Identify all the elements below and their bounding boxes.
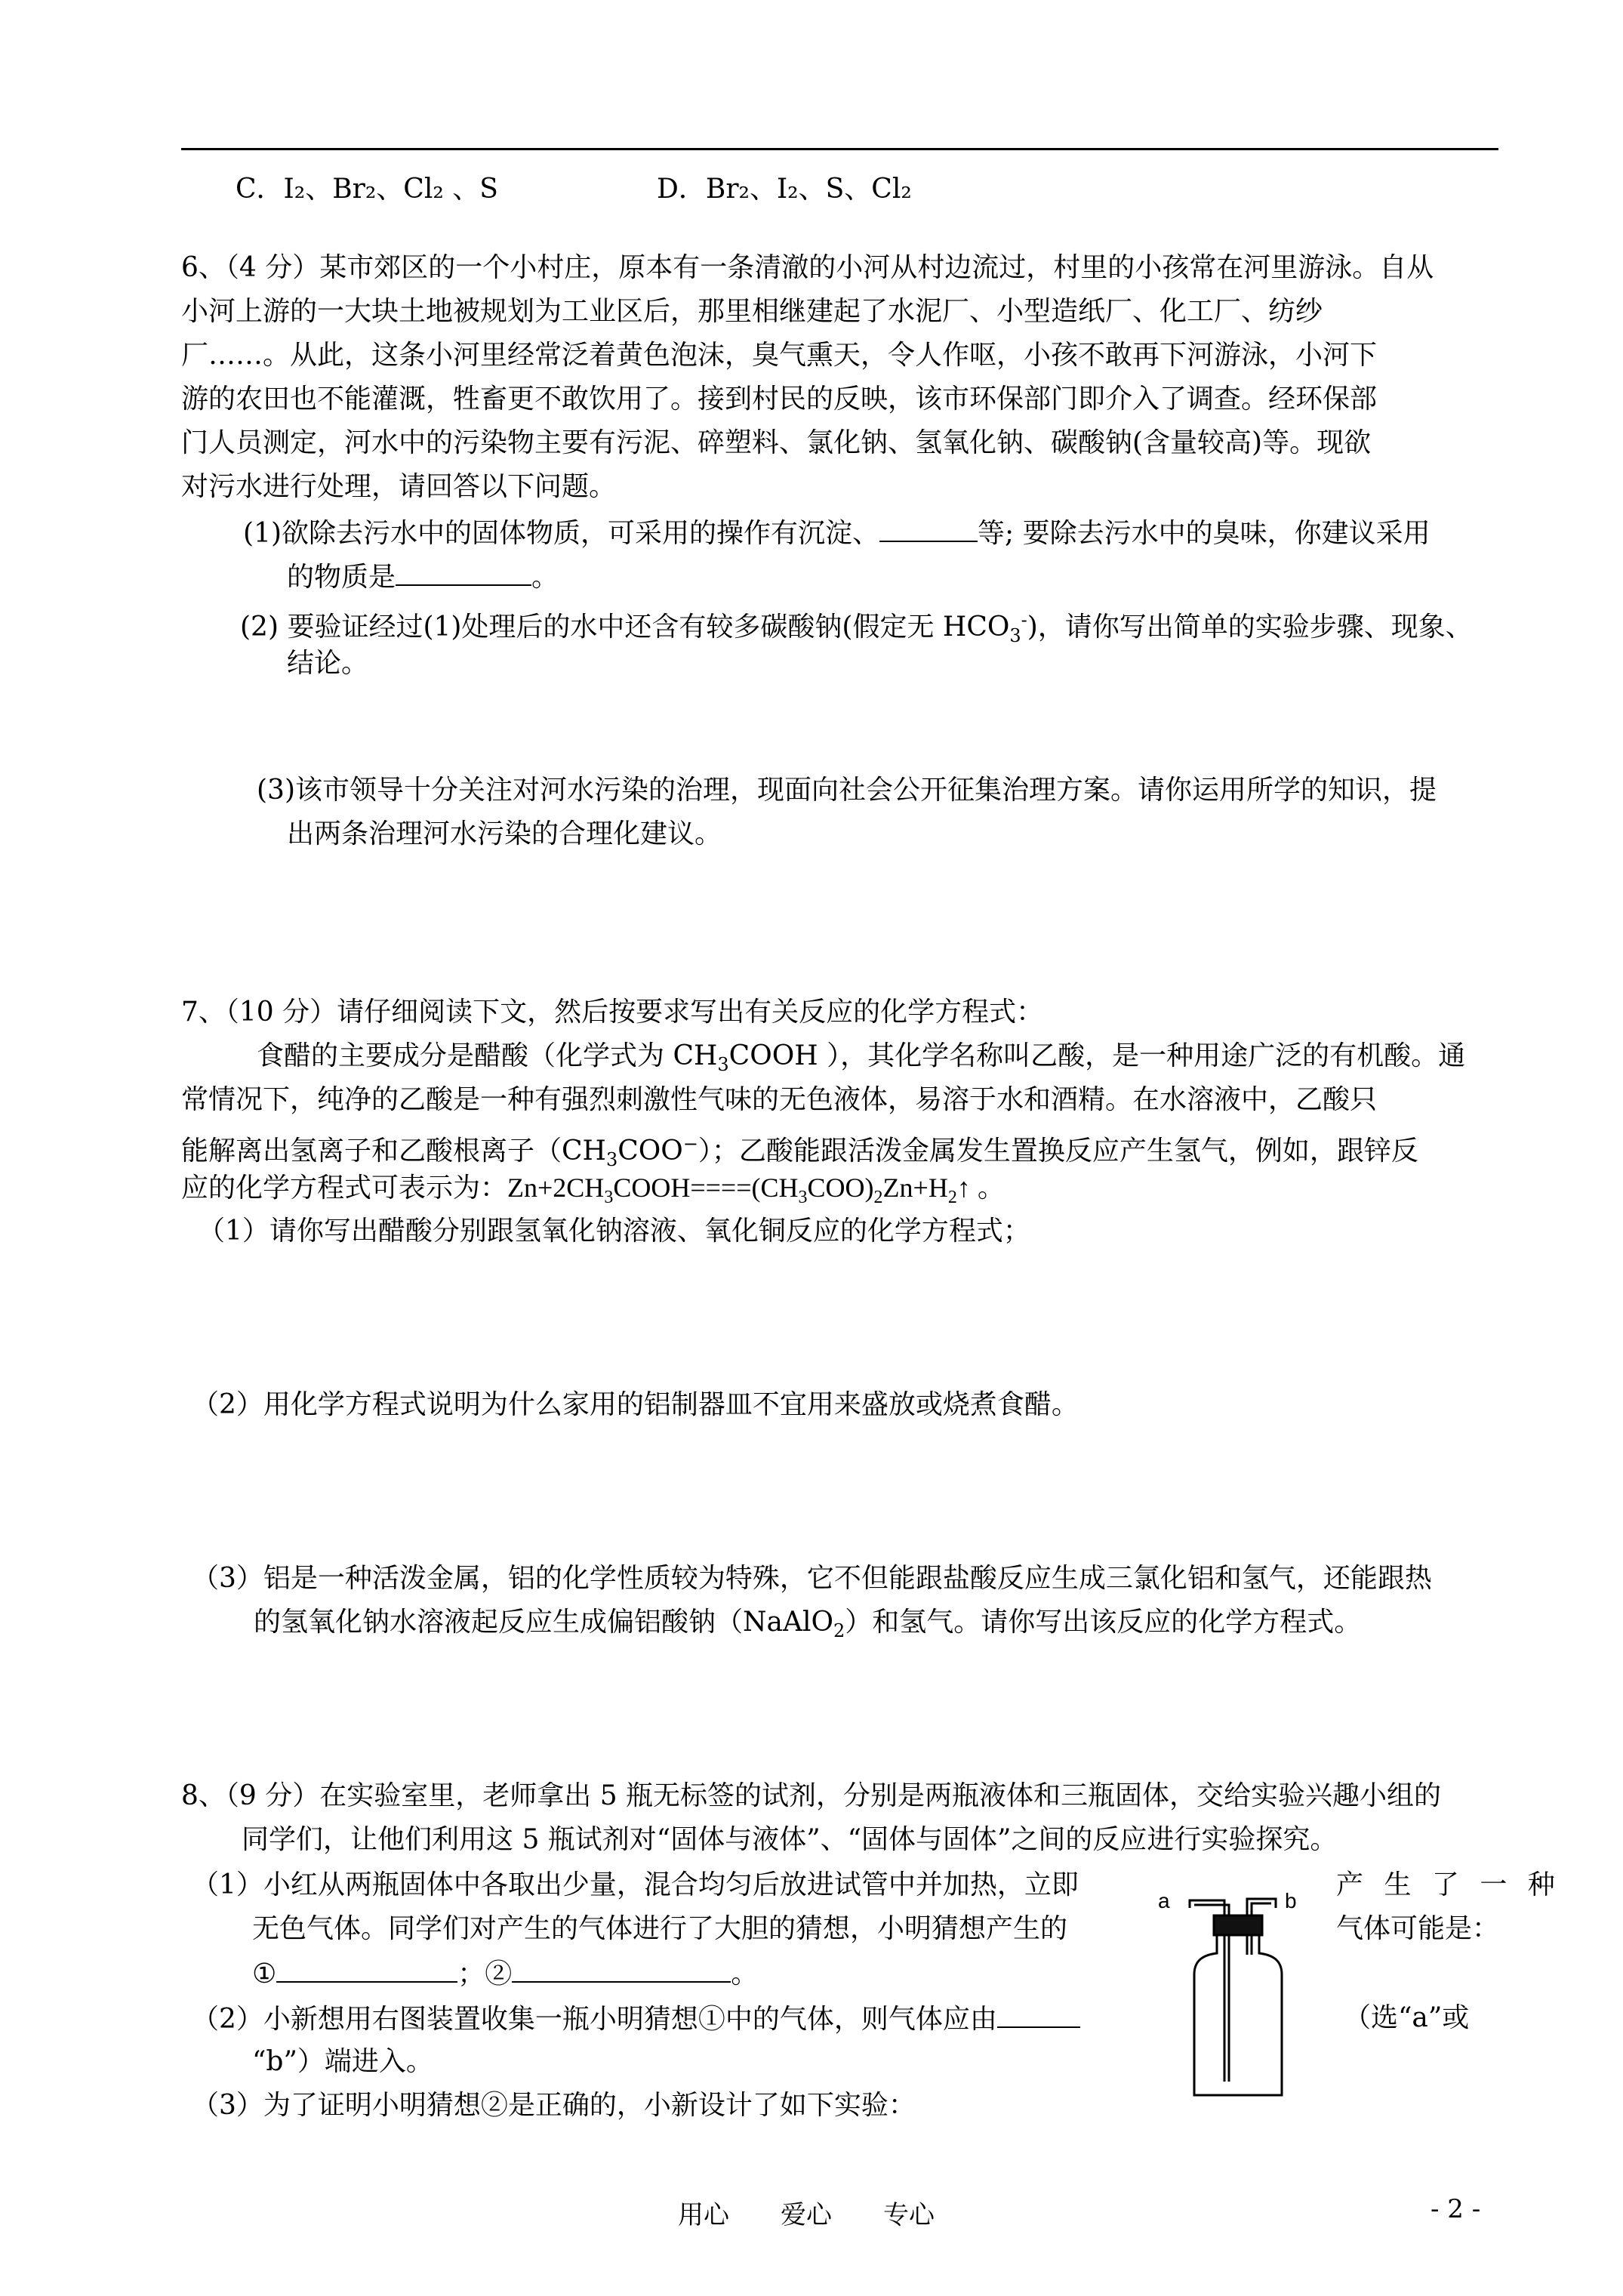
gas-collection-bottle-figure — [1147, 1876, 1313, 2103]
q7-para-text: ↑ 。 — [956, 1173, 1005, 1203]
q7-para-text: COOH ），其化学名称叫乙酸，是一种用途广泛的有机酸。通 — [728, 1040, 1466, 1071]
footer-slogan: 用心 爱心 专心 — [678, 2200, 935, 2230]
q6-hco3-sup: - — [1021, 609, 1027, 630]
tube-a-top — [1190, 1900, 1224, 1915]
q8-answer-blank-1[interactable] — [276, 1955, 457, 1983]
subscript: 2 — [833, 1620, 845, 1642]
q8-answer-blank-2[interactable] — [512, 1955, 731, 1983]
q6-part-2-line-1 — [240, 603, 1473, 653]
q8-part-1-line-3 — [252, 1955, 758, 1992]
label-a: a — [1158, 1889, 1170, 1912]
q8-part-2-line-1-right: （选“a”或 — [1344, 2002, 1470, 2033]
q7-part-3-line-2 — [254, 1605, 1361, 1648]
q6-part-2-line-2: 结论。 — [287, 648, 369, 679]
q6-intro-line-1: 6、（4 分）某市郊区的一个小村庄，原本有一条清澈的小河从村边流过，村里的小孩常在河里游泳。自从 — [181, 252, 1434, 283]
subscript: 3 — [717, 1054, 729, 1076]
header-rule — [181, 148, 1498, 150]
q7-para-line-4 — [181, 1170, 1005, 1215]
q7-para-text: COOH====(CH — [613, 1173, 799, 1203]
q8-part-2-line-1 — [192, 2001, 1080, 2037]
q7-part-3-line-1: （3）铝是一种活泼金属，铝的化学性质较为特殊，它不但能跟盐酸反应生成三氯化铝和氢气，还能跟热 — [192, 1563, 1432, 1594]
page-number: - 2 - — [1431, 2194, 1481, 2224]
bottle-outline — [1194, 1929, 1282, 2095]
option-c: C．I₂、Br₂、Cl₂ 、S — [236, 174, 498, 205]
q7-para-text: 食醋的主要成分是醋酸（化学式为 CH — [257, 1040, 718, 1071]
q6-part-1-text-c: 的物质是 — [287, 562, 396, 593]
q7-para-line-2: 常情况下，纯净的乙酸是一种有强烈刺激性气味的无色液体，易溶于水和酒精。在水溶液中，乙酸只 — [181, 1084, 1378, 1115]
subscript: 2 — [947, 1188, 957, 1208]
q8-part-1-line-2-right: 气体可能是： — [1336, 1913, 1500, 1944]
q7-para-line-1 — [257, 1039, 1465, 1082]
q6-part-1-text-b: 等; 要除去污水中的臭味，你建议采用 — [978, 518, 1431, 549]
q8-part-1-text: 。 — [731, 1959, 759, 1989]
q8-part-1-line-2: 无色气体。同学们对产生的气体进行了大胆的猜想，小明猜想产生的 — [252, 1913, 1068, 1944]
option-d: D．Br₂、I₂、S、Cl₂ — [657, 174, 912, 205]
q6-hco3-sub: 3 — [1009, 625, 1021, 647]
q8-part-1-text: ；② — [457, 1959, 513, 1989]
q8-part-1-line-1-right: 产 生 了 一 种 — [1336, 1869, 1561, 1900]
tube-a-long — [1224, 1935, 1229, 2082]
q7-intro: 7、（10 分）请仔细阅读下文，然后按要求写出有关反应的化学方程式： — [181, 997, 1044, 1028]
q7-para-text: COO — [617, 1136, 683, 1166]
q8-part-3: （3）为了证明小明猜想②是正确的，小新设计了如下实验： — [192, 2090, 916, 2121]
q8-part-1-text: ① — [252, 1959, 277, 1989]
q6-part-3-line-2: 出两条治理河水污染的合理化建议。 — [287, 818, 722, 849]
superscript: − — [682, 1133, 698, 1154]
q7-part-3-text: 的氢氧化钠水溶液起反应生成偏铝酸钠（NaAlO — [254, 1607, 833, 1638]
q6-part-1-text-a: (1)欲除去污水中的固体物质，可采用的操作有沉淀、 — [243, 518, 879, 549]
label-b: b — [1285, 1889, 1297, 1912]
q6-part-2-text-a: (2) 要验证经过(1)处理后的水中还含有较多碳酸钠(假定无 HCO — [240, 612, 1010, 643]
subscript: 3 — [604, 1188, 614, 1208]
q6-part-1-line-1 — [243, 515, 1431, 551]
subscript: 3 — [605, 1149, 618, 1171]
q6-part-1-text-d: 。 — [531, 562, 559, 593]
tube-b-inner — [1252, 1903, 1271, 1915]
q7-part-1: （1）请你写出醋酸分别跟氢氧化钠溶液、氧化铜反应的化学方程式； — [198, 1216, 1030, 1247]
q6-answer-blank-1[interactable] — [879, 515, 978, 542]
q6-part-1-line-2 — [287, 559, 559, 595]
tube-b-short — [1247, 1935, 1252, 1955]
q8-answer-blank-3[interactable] — [997, 2001, 1080, 2028]
q8-intro-line-1: 8、（9 分）在实验室里，老师拿出 5 瓶无标签的试剂，分别是两瓶液体和三瓶固体，交给实验兴趣小组的 — [181, 1780, 1442, 1811]
subscript: 2 — [873, 1188, 883, 1208]
q7-para-text: 应的化学方程式可表示为：Zn+2CH — [181, 1173, 605, 1203]
q7-para-text: Zn+H — [882, 1173, 948, 1203]
q6-intro-line-4: 游的农田也不能灌溉，牲畜更不敢饮用了。接到村民的反映，该市环保部门即介入了调查。经环保部 — [181, 384, 1378, 415]
q7-para-text: 能解离出氢离子和乙酸根离子（CH — [181, 1136, 606, 1166]
subscript: 3 — [798, 1188, 808, 1208]
q8-part-2-text: （2）小新想用右图装置收集一瓶小明猜想①中的气体，则气体应由 — [192, 2004, 997, 2035]
q8-part-1-line-1: （1）小红从两瓶固体中各取出少量，混合均匀后放进试管中并加热，立即 — [192, 1869, 1079, 1900]
q6-part-3-line-1: (3)该市领导十分关注对河水污染的治理，现面向社会公开征集治理方案。请你运用所学的知识，提 — [257, 775, 1437, 806]
q6-intro-line-6: 对污水进行处理，请回答以下问题。 — [181, 471, 617, 502]
q6-intro-line-3: 厂……。从此，这条小河里经常泛着黄色泡沫，臭气熏天，令人作呕，小孩不敢再下河游泳，小河下 — [181, 340, 1378, 371]
q7-para-text: COO) — [807, 1173, 874, 1203]
q6-answer-blank-2[interactable] — [396, 559, 531, 586]
q7-part-2: （2）用化学方程式说明为什么家用的铝制器皿不宜用来盛放或烧煮食醋。 — [192, 1389, 1079, 1420]
q6-part-2-text-b: )，请你写出简单的实验步骤、现象、 — [1027, 612, 1473, 643]
q8-intro-line-2: 同学们，让他们利用这 5 瓶试剂对“固体与液体”、“固体与固体”之间的反应进行实验探究。 — [242, 1824, 1338, 1855]
bottle-stopper — [1214, 1915, 1262, 1935]
q8-part-2-line-2: “b”）端进入。 — [252, 2046, 433, 2077]
q7-para-text: ）；乙酸能跟活泼金属发生置换反应产生氢气，例如，跟锌反 — [698, 1136, 1418, 1166]
q6-intro-line-5: 门人员测定，河水中的污染物主要有污泥、碎塑料、氯化钠、氢氧化钠、碳酸钠(含量较高)等。现欲 — [181, 427, 1372, 458]
q6-intro-line-2: 小河上游的一大块土地被规划为工业区后，那里相继建起了水泥厂、小型造纸厂、化工厂、纺纱 — [181, 296, 1323, 327]
q7-part-3-text: ）和氢气。请你写出该反应的化学方程式。 — [845, 1607, 1362, 1638]
